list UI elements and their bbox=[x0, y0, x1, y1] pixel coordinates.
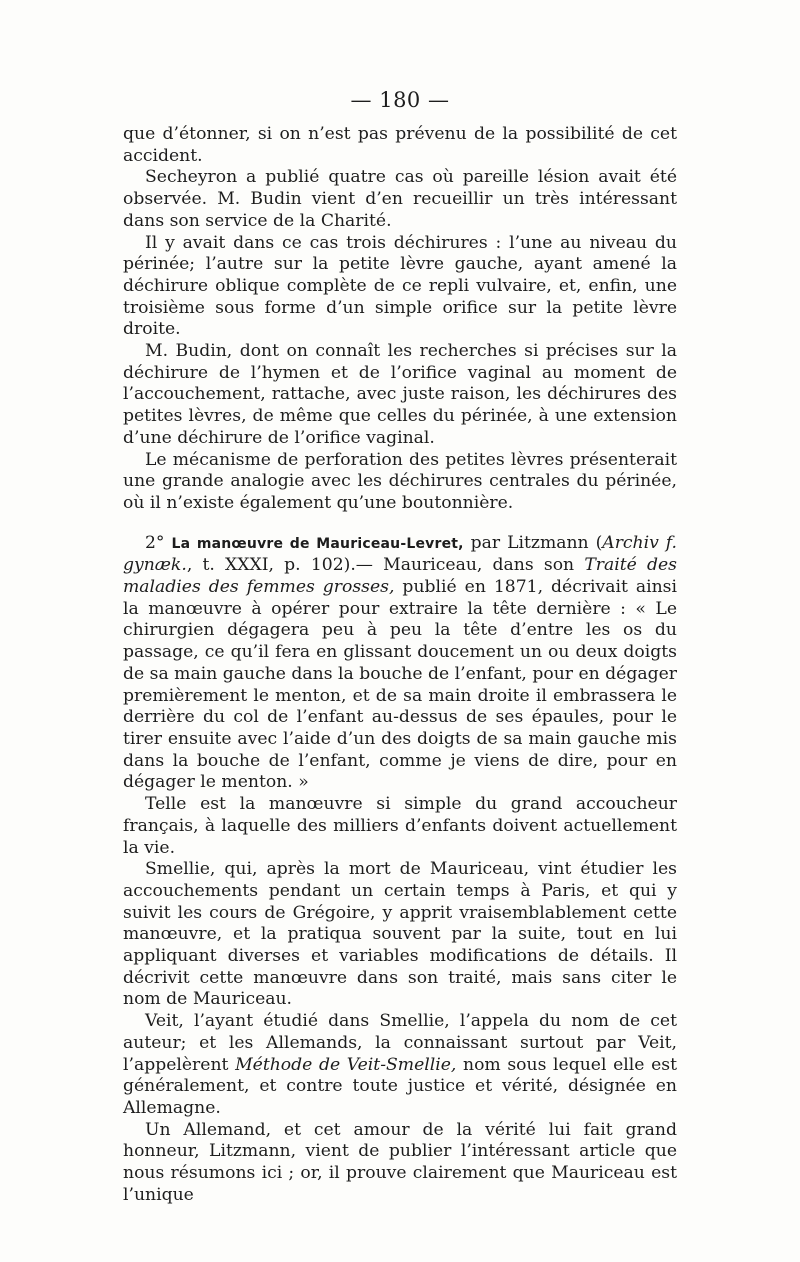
citation-journal: Archiv f. gynæk. bbox=[123, 532, 677, 576]
paragraph-simple-maneuver: Telle est la manœuvre si simple du grand accoucheur français, à laquelle des milliers d’enfants doivent actuellement la vie. bbox=[123, 794, 677, 858]
section-number: 2° bbox=[145, 532, 165, 553]
book-title: Traité des maladies des femmes grosses, bbox=[123, 555, 677, 598]
paragraph-mechanism: Le mécanisme de perforation des petites lèvres présenterait une grande analogie avec les déchirures centrales du périnée, où il n’existe également qu’une boutonnière. bbox=[123, 449, 677, 513]
veit-text-b: nom sous lequel elle est généralement, et contre toute justice et vérité, désignée en Allemagne. bbox=[123, 1054, 677, 1118]
paragraph-litzmann: Un Allemand, et cet amour de la vérité lui fait grand honneur, Litzmann, vient de publier l’intéressant article que nous résumons ici ; or, il prouve clairement que Mauriceau est l’unique bbox=[123, 1119, 677, 1205]
citation-text-a: par Litzmann ( bbox=[470, 532, 603, 553]
paragraph-smellie: Smellie, qui, après la mort de Mauriceau, vint étudier les accouchements pendant un certain temps à Paris, et qui y suivit les cours de Grégoire, y apprit vraisemblablement cette manœuvre, et la pratiqua souvent par la suite, tout en lui appliquant diverses et variables modifications de détails. Il décrivit cette manœuvre dans son traité, mais sans citer le nom de Mauriceau. bbox=[123, 859, 677, 1010]
citation-text-b: , t. XXXI, p. 102).— Mauriceau, dans son bbox=[186, 555, 585, 576]
page-number: — 180 — bbox=[350, 88, 450, 112]
paragraph-continued: que d’étonner, si on n’est pas prévenu de la possibilité de cet accident. bbox=[123, 124, 677, 166]
section-heading: La manœuvre de Mauriceau-Levret, bbox=[171, 535, 464, 552]
method-name: Méthode de Veit-Smellie, bbox=[235, 1054, 457, 1075]
page-text-block bbox=[123, 86, 677, 1206]
quotation-text: publié en 1871, décrivait ainsi la manœuvre à opérer pour extraire la tête dernière : « Le chirurgien dégagera peu à peu la tête d’entre les os du passage, ce qu’il fera en glissant doucement un ou deux doigts de sa main gauche dans la bouche de l’enfant, pour en dégager premièrement le menton, et de sa main droite il embrassera le derrière du col de l’enfant au-dessus de ses épaules, pour le tirer ensuite avec l’aide d’un des doigts de sa main gauche mis dans la bouche de l’enfant, comme je viens de dire, pour en dégager le menton. » bbox=[123, 577, 677, 793]
paragraph-three-tears: Il y avait dans ce cas trois déchirures : l’une au niveau du périnée; l’autre sur la petite lèvre gauche, ayant amené la déchirure oblique complète de ce repli vulvaire, et, enfin, une troisième sous forme d’un simple orifice sur la petite lèvre droite. bbox=[123, 232, 677, 340]
paragraph-veit bbox=[123, 1011, 677, 1120]
veit-text-a: Veit, l’ayant étudié dans Smellie, l’appela du nom de cet auteur; et les Allemands, la connaissant surtout par Veit, l’appelèrent bbox=[123, 1011, 677, 1075]
paragraph-mauriceau-levret bbox=[123, 533, 677, 794]
paragraph-budin: M. Budin, dont on connaît les recherches si précises sur la déchirure de l’hymen et de l’orifice vaginal au moment de l’accouchement, rattache, avec juste raison, les déchirures des petites lèvres, de même que celles du périnée, à une extension d’une déchirure de l’orifice vaginal. bbox=[123, 341, 677, 448]
paragraph-secheyron: Secheyron a publié quatre cas où pareille lésion avait été observée. M. Budin vient d’en recueillir un très intéressant dans son service de la Charité. bbox=[123, 167, 677, 231]
